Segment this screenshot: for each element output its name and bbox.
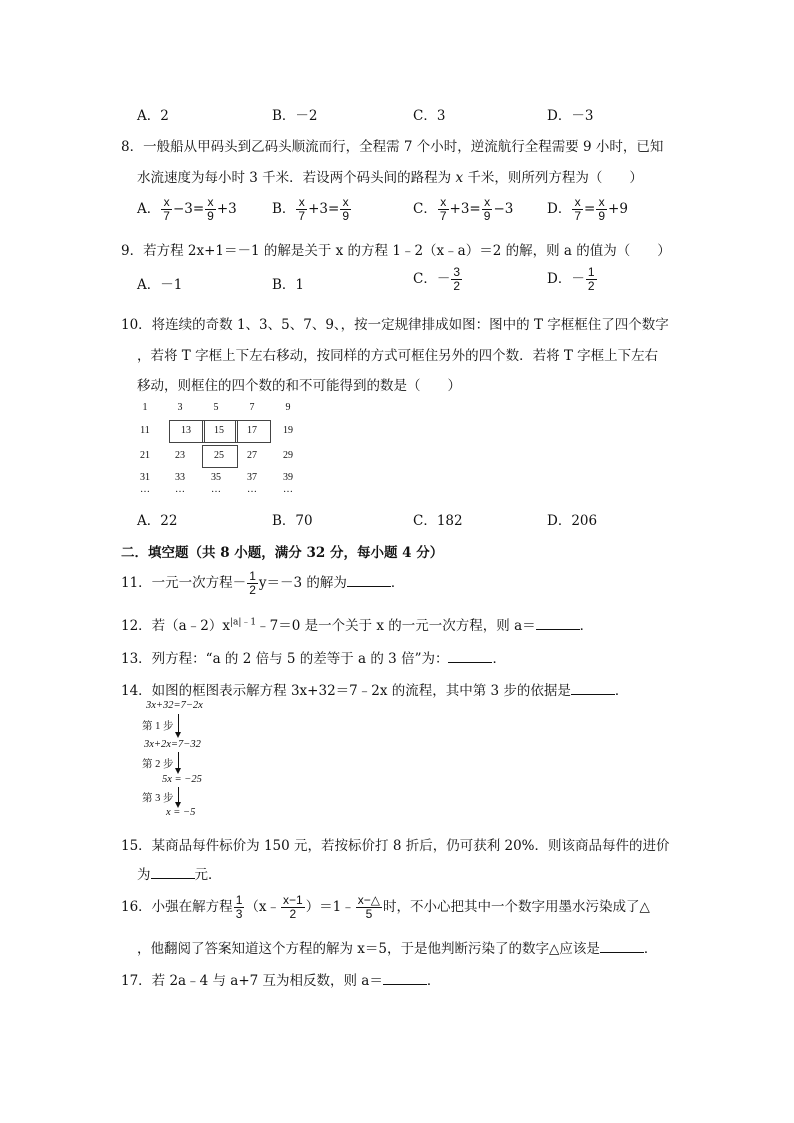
grid-cell: 11 [140,425,150,436]
q15-answer-blank[interactable] [151,866,195,879]
flow-arrow-head [175,768,181,774]
flow-step-label: 第 1 步 [142,721,174,732]
q15-line1: 15．某商品每件标价为 150 元，若按标价打 8 折后，仍可获利 20%．则该商品每件的进价 [121,838,670,854]
grid-cell: 7 [249,402,255,413]
grid-cell: 3 [177,402,183,413]
q8-option-a: A． $\frac{x}{7}$ −3= $\frac{x}{9}$ +3 [137,195,237,223]
q14-answer-blank[interactable] [571,682,615,695]
q7-option-b: B．－2 [272,108,318,124]
q10-option-c: C．182 [413,513,463,529]
flow-arrow-head [175,802,181,808]
grid-cell: 37 [247,472,257,483]
q8-line1: 8．一般船从甲码头到乙码头顺流而行，全程需 7 个小时，逆流航行全程需要 9 小时，已知 [121,139,664,155]
grid-cell: 19 [283,425,293,436]
flow-step-label: 第 2 步 [142,759,174,770]
q10-option-a: A．22 [137,513,178,529]
q9-option-b: B．1 [272,277,305,293]
q10-line3: 移动，则框住的四个数的和不可能得到的数是（ ） [137,378,461,394]
q9-stem: 9．若方程 2x+1＝－1 的解是关于 x 的方程 1﹣2（x﹣a）＝2 的解，则 a 的值为（ ） [121,243,671,259]
q11-answer-blank[interactable] [347,574,391,587]
q7-option-c: C．3 [413,108,446,124]
q17: 17．若 2a﹣4 与 a+7 互为相反数，则 a＝ ． [121,973,441,989]
q9-option-a: A．－1 [137,277,183,293]
grid-cell: 15 [214,425,224,436]
grid-cell: 1 [142,402,148,413]
q8-option-b: B． $\frac{x}{7}$ +3= $\frac{x}{9}$ [272,195,350,223]
grid-cell: 31 [140,472,150,483]
grid-ellipsis: … [283,484,293,495]
q10-option-d: D．206 [547,513,598,529]
grid-cell: 17 [247,425,257,436]
grid-cell: 13 [181,425,191,436]
odd-number-grid [135,398,315,498]
flow-step-equation: 3x+32=7−2x [146,700,203,711]
q8-option-c: C． $\frac{x}{7}$ +3= $\frac{x}{9}$ −3 [413,195,514,223]
grid-ellipsis: … [175,484,185,495]
q10-option-b: B．70 [272,513,313,529]
q13-answer-blank[interactable] [448,650,492,663]
grid-cell: 21 [140,450,150,461]
q17-answer-blank[interactable] [383,972,427,985]
grid-cell: 25 [214,450,224,461]
q16-line2: ，他翻阅了答案知道这个方程的解为 x＝5，于是他判断污染了的数字△应该是 ． [137,941,658,957]
grid-cell: 23 [175,450,185,461]
grid-ellipsis: … [211,484,221,495]
grid-cell: 29 [283,450,293,461]
grid-cell: 33 [175,472,185,483]
q16-answer-blank[interactable] [600,940,644,953]
grid-cell: 5 [213,402,219,413]
grid-cell: 35 [211,472,221,483]
q12-exponent: |a|﹣1 [229,617,257,628]
flow-step-label: 第 3 步 [142,793,174,804]
grid-cell: 27 [247,450,257,461]
grid-ellipsis: … [140,484,150,495]
q10-line1: 10．将连续的奇数 1、3、5、7、9、，按一定规律排成如图：图中的 T 字框框住了四个数字 [121,317,669,333]
flow-arrow-head [175,732,181,738]
q10-line2: ，若将 T 字框上下左右移动，按同样的方式可框住另外的四个数．若将 T 字框上下左右 [137,348,659,364]
q9-option-c: C．－ $\frac{3}{2}$ [413,265,461,293]
q14: 14．如图的框图表示解方程 3x+32＝7﹣2x 的流程，其中第 3 步的依据是 ． [121,683,629,699]
grid-ellipsis: … [247,484,257,495]
q9-option-d: D．－ $\frac{1}{2}$ [547,265,595,293]
q7-option-d: D．－3 [547,108,594,124]
q7-option-a: A．2 [137,108,169,124]
section-title: 二．填空题（共 8 小题，满分 32 分，每小题 4 分） [121,545,444,561]
flow-arrow [178,714,179,734]
q15-line2: 为 元． [137,867,222,883]
q8-line2: 水流速度为每小时 3 千米．若设两个码头间的路程为 x 千米，则所列方程为（ ） [137,170,643,186]
flow-step-equation: 3x+2x=7−32 [144,739,201,750]
q16-line1: 16．小强在解方程 $\frac{1}{3}$ （x﹣ $\frac{x-1}{2}$ ）＝1﹣ $\frac{x-\triangle}{5}$ 时，不小心把其中一个数字用墨水污染成了△ [121,893,650,921]
q8-option-d: D． $\frac{x}{7}$ = $\frac{x}{9}$ +9 [547,195,628,223]
q13: 13．列方程：“a 的 2 倍与 5 的差等于 a 的 3 倍”为： ． [121,651,506,667]
q12-answer-blank[interactable] [536,617,580,630]
q12: 12．若$(a﹣2)x^{|a|﹣1}﹣7=0$ 是一个关于 x 的一元一次方程，则 a＝ ． [121,617,594,634]
grid-cell: 39 [283,472,293,483]
q11: 11．一元一次方程－ $\frac{1}{2}$ y＝－3 的解为 ． [121,569,405,597]
flow-step-equation: x = −5 [166,807,196,818]
flow-step-equation: 5x = −25 [162,774,202,785]
grid-cell: 9 [285,402,291,413]
